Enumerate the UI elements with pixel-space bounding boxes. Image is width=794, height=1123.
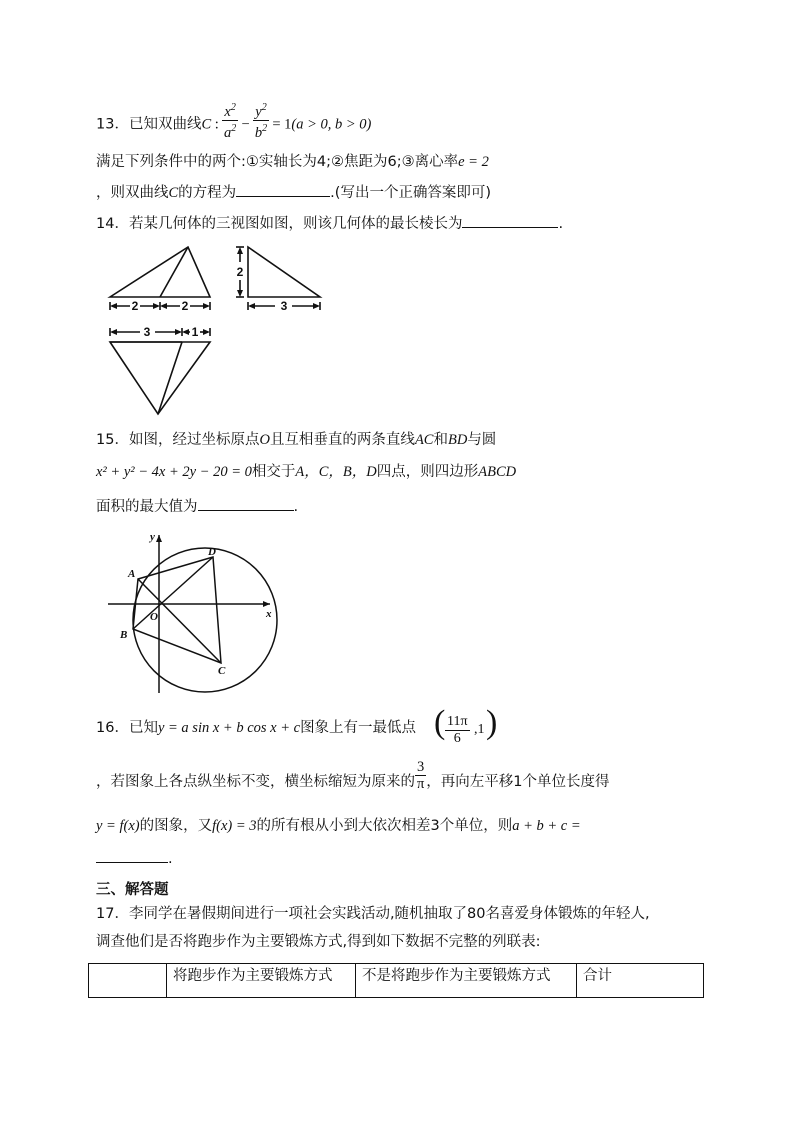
q16-equation: f(x) = 3 bbox=[212, 818, 257, 834]
q13-line3-mid: 的方程为 bbox=[178, 185, 237, 201]
q16-function: y = a sin x + b cos x + c bbox=[157, 720, 301, 736]
q13-frac-x: $\frac{x^2}{a^2}$ bbox=[224, 102, 237, 141]
q14-line bbox=[96, 213, 563, 234]
q15-line1-a: 如图，经过坐标原点 bbox=[128, 432, 260, 448]
q15-diagonal-BD bbox=[133, 557, 213, 629]
table-row bbox=[89, 964, 704, 998]
q15-label-O: O bbox=[150, 611, 158, 623]
table-header-cell: 将跑步作为主要锻炼方式 bbox=[167, 964, 356, 998]
q15-line1-c: 与圆 bbox=[467, 432, 497, 448]
q15-quadrilateral bbox=[133, 557, 221, 663]
q14-side-label-width: 3 bbox=[280, 299, 288, 313]
q16-line3-a: 的图象，又 bbox=[139, 818, 213, 834]
q16-answer-blank[interactable] bbox=[96, 848, 168, 863]
q14-side-view bbox=[248, 247, 320, 297]
q13-line3-prefix: ，则双曲线 bbox=[96, 185, 169, 201]
q14-answer-blank[interactable] bbox=[462, 213, 558, 228]
q16-frac-num: 3 bbox=[417, 758, 425, 775]
q15-line1-b: 且互相垂直的两条直线 bbox=[269, 432, 415, 448]
q13-line3-C: C bbox=[168, 185, 179, 201]
q15-label-D: D bbox=[208, 546, 216, 558]
q14-top-label-right: 1 bbox=[191, 325, 199, 339]
q15-line-BD: BD bbox=[447, 432, 468, 448]
q16-line2 bbox=[96, 758, 610, 792]
q15-and: 和 bbox=[433, 432, 448, 448]
q16-line3-b: 的所有根从小到大依次相差3个单位，则 bbox=[256, 818, 513, 834]
q16-fx: y = f(x) bbox=[96, 818, 140, 834]
q15-line3 bbox=[96, 496, 298, 517]
q13-frac-y: $\frac{y^2}{b^2}$ bbox=[254, 102, 268, 141]
q15-end: . bbox=[293, 499, 299, 515]
q14-front-view bbox=[110, 247, 210, 297]
q14-top-label-left: 3 bbox=[143, 325, 151, 339]
q13-conditions-text: 满足下列条件中的两个:①实轴长为4;②焦距为6;③离心率 bbox=[96, 154, 459, 170]
q13-number: 13． bbox=[96, 116, 129, 133]
table-header-cell bbox=[89, 964, 167, 998]
q16-mid: 图象上有一最低点 bbox=[300, 720, 417, 736]
q15-line3-text: 面积的最大值为 bbox=[96, 499, 198, 515]
q14-side-label-height: 2 bbox=[236, 265, 244, 279]
q16-point-x-den: 6 bbox=[453, 731, 461, 746]
q13-eccentricity: e = 2 bbox=[458, 154, 489, 170]
q17-line2 bbox=[96, 932, 541, 952]
q15-line2-c: 四点，则四边形 bbox=[376, 464, 479, 480]
q16-scale-fraction bbox=[415, 759, 426, 792]
q16-sum: a + b + c = bbox=[512, 818, 581, 834]
q15-origin: O bbox=[259, 432, 270, 448]
q16-line4 bbox=[96, 848, 173, 869]
q13-line3-suffix: .(写出一个正确答案即可) bbox=[330, 185, 492, 201]
q17-line2-text: 调查他们是否将跑步作为主要锻炼方式,得到如下数据不完整的列联表: bbox=[96, 934, 541, 950]
q14-end: . bbox=[558, 216, 564, 232]
q15-circle-figure bbox=[100, 525, 280, 697]
q16-line2-b: ，再向左平移1个单位长度得 bbox=[426, 774, 610, 790]
q16-line1 bbox=[96, 718, 416, 738]
q14-front-label-right: 2 bbox=[181, 299, 189, 313]
q15-label-x: x bbox=[266, 608, 272, 620]
q17-line1 bbox=[96, 904, 650, 924]
q14-three-view-figure bbox=[100, 240, 332, 420]
q13-line1: 13．已知双曲线C : $\frac{x^2}{a^2}$ − $\frac{y^2}{b^2}$ = 1(a > 0, b > 0) bbox=[96, 102, 372, 141]
q14-front-label-left: 2 bbox=[131, 299, 139, 313]
q13-condition: (a > 0, b > 0) bbox=[291, 116, 372, 133]
q17-contingency-table bbox=[88, 963, 704, 998]
q16-end: . bbox=[168, 851, 173, 867]
q15-answer-blank[interactable] bbox=[198, 496, 294, 511]
q15-line1 bbox=[96, 430, 496, 450]
q16-prefix: 已知 bbox=[128, 720, 158, 736]
q15-label-B: B bbox=[120, 629, 128, 641]
q16-line2-a: ，若图象上各点纵坐标不变，横坐标缩短为原来的 bbox=[96, 774, 415, 790]
q14-number: 14． bbox=[96, 216, 129, 232]
q16-point-x-num: 11π bbox=[447, 714, 468, 729]
q15-label-C: C bbox=[218, 665, 226, 677]
q17-line1-text: 李同学在暑假期间进行一项社会实践活动,随机抽取了80名喜爱身体锻炼的年轻人, bbox=[128, 906, 650, 922]
q13-line2 bbox=[96, 152, 489, 172]
q15-label-A: A bbox=[128, 568, 136, 580]
q13-prefix: 已知双曲线 bbox=[128, 116, 202, 133]
q14-top-view bbox=[110, 342, 210, 414]
q16-frac-den: π bbox=[416, 775, 425, 792]
q15-points: A，C，B，D bbox=[295, 464, 377, 480]
q13-hyperbola-label: C bbox=[201, 116, 212, 133]
q15-circle-equation: x² + y² − 4x + 2y − 20 = 0 bbox=[96, 464, 252, 480]
table-header-cell: 合计 bbox=[577, 964, 704, 998]
q15-label-y: y bbox=[150, 531, 155, 543]
q15-line-AC: AC bbox=[414, 432, 434, 448]
q14-text: 若某几何体的三视图如图，则该几何体的最长棱长为 bbox=[128, 216, 463, 232]
q16-line3 bbox=[96, 816, 581, 836]
q15-quad: ABCD bbox=[478, 464, 517, 480]
q17-number: 17． bbox=[96, 906, 129, 922]
section-heading: 三、解答题 bbox=[96, 882, 169, 898]
q13-answer-blank[interactable] bbox=[236, 182, 330, 197]
q15-line2 bbox=[96, 462, 516, 482]
q16-point-y: ,1 bbox=[474, 722, 485, 737]
table-header-cell: 不是将跑步作为主要锻炼方式 bbox=[356, 964, 577, 998]
q16-number: 16． bbox=[96, 720, 129, 736]
q15-line2-b: 相交于 bbox=[251, 464, 296, 480]
q15-number: 15． bbox=[96, 432, 129, 448]
q13-line3 bbox=[96, 182, 491, 203]
